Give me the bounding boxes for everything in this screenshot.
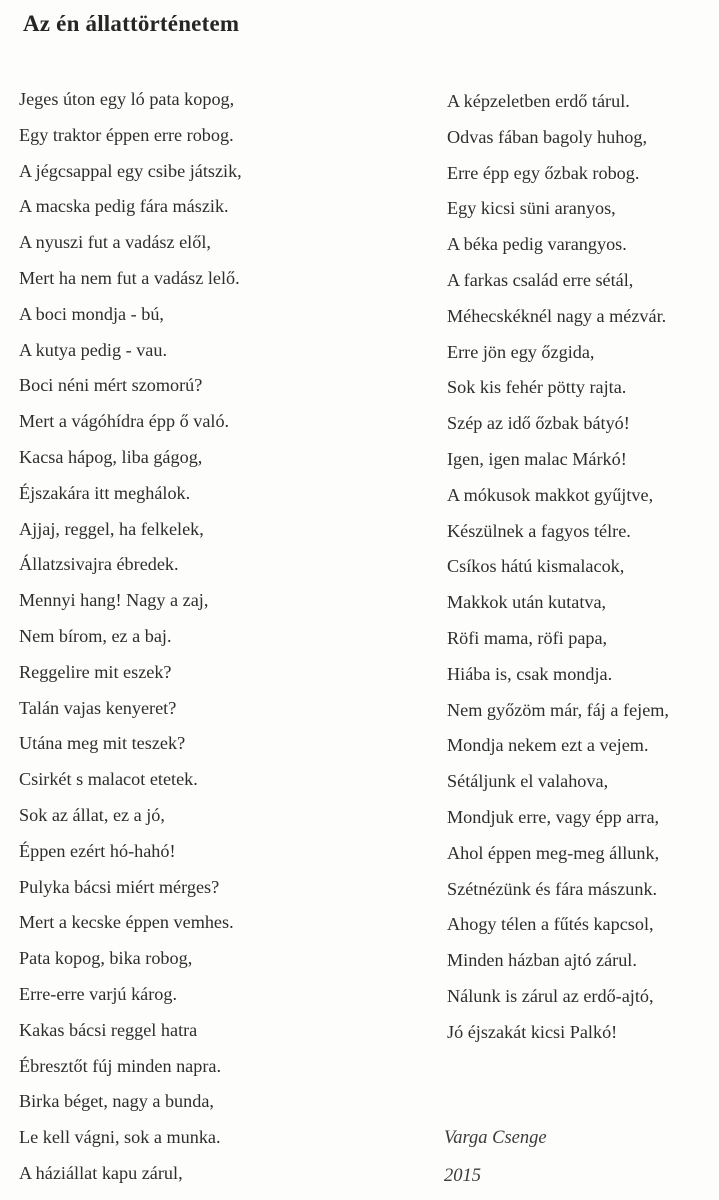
poem-line: A farkas család erre sétál, <box>447 269 634 290</box>
poem-line: A háziállat kapu zárul, <box>19 1162 183 1183</box>
poem-line: A mókusok makkot gyűjtve, <box>447 484 654 505</box>
poem-line: Ahol éppen meg-meg állunk, <box>447 842 660 863</box>
poem-line: Egy kicsi süni aranyos, <box>447 198 616 219</box>
poem-line: Jeges úton egy ló pata kopog, <box>19 89 235 109</box>
poem-line: Nem győzöm már, fáj a fejem, <box>447 699 669 720</box>
poem-line: Állatzsivajra ébredek. <box>19 554 179 575</box>
poem-line: Egy traktor éppen erre robog. <box>19 124 234 145</box>
poem-line: Reggelire mit eszek? <box>19 661 172 682</box>
poem-line: A béka pedig varangyos. <box>447 234 627 255</box>
poem-line: Éjszakára itt meghálok. <box>19 482 191 503</box>
poem-line: A jégcsappal egy csibe játszik, <box>19 160 242 181</box>
poem-line: Sétáljunk el valahova, <box>447 771 609 792</box>
poem-line: A boci mondja - bú, <box>19 303 164 324</box>
poem-line: Sok kis fehér pötty rajta. <box>447 377 627 398</box>
poem-line: Szép az idő őzbak bátyó! <box>447 413 630 434</box>
signature-year: 2015 <box>444 1166 481 1186</box>
poem-line: Hiába is, csak mondja. <box>447 663 613 684</box>
poem-line: A kutya pedig - vau. <box>19 339 167 360</box>
poem-line: Birka béget, nagy a bunda, <box>19 1091 214 1112</box>
poem-line: Kacsa hápog, liba gágog, <box>19 446 203 467</box>
poem-line: Méhecskéknél nagy a mézvár. <box>447 305 667 326</box>
poem-line: Ébresztőt fúj minden napra. <box>19 1055 222 1076</box>
poem-line: A nyuszi fut a vadász elől, <box>19 232 211 253</box>
poem-line: Pulyka bácsi miért mérges? <box>19 876 220 897</box>
poem-line: Pata kopog, bika robog, <box>19 948 193 969</box>
poem-line: Mondja nekem ezt a vejem. <box>447 735 649 756</box>
poem-line: Erre épp egy őzbak robog. <box>447 162 640 183</box>
poem-line: Talán vajas kenyeret? <box>19 697 177 718</box>
poem-line: Ajjaj, reggel, ha felkelek, <box>19 518 204 539</box>
poem-line: Minden házban ajtó zárul. <box>447 950 637 971</box>
poem-line: Mert a kecske éppen vemhes. <box>19 912 234 933</box>
poem-line: Csíkos hátú kismalacok, <box>447 556 625 577</box>
poem-line: Sok az állat, ez a jó, <box>19 804 165 825</box>
poem-line: Kakas bácsi reggel hatra <box>19 1019 198 1040</box>
poem-line: Igen, igen malac Márkó! <box>447 448 627 469</box>
poem-line: Mert ha nem fut a vadász lelő. <box>19 267 240 288</box>
poem-line: Jó éjszakát kicsi Palkó! <box>447 1021 618 1042</box>
poem-line: Csirkét s malacot etetek. <box>19 769 198 790</box>
poem-line: Erre-erre varjú károg. <box>19 983 178 1004</box>
poem-line: Röfi mama, röfi papa, <box>447 627 608 648</box>
poem-line: Készülnek a fagyos télre. <box>447 520 631 541</box>
poem-left-column <box>19 84 419 1194</box>
poem-line: Le kell vágni, sok a munka. <box>19 1127 221 1148</box>
poem-line: Mert a vágóhídra épp ő való. <box>19 411 230 432</box>
poem-line: Utána meg mit teszek? <box>19 733 186 754</box>
poem-line: Odvas fában bagoly huhog, <box>447 126 648 147</box>
poem-right-column <box>447 86 719 1053</box>
poem-line: A macska pedig fára mászik. <box>19 196 229 217</box>
author-signature: Varga Csenge <box>444 1128 547 1148</box>
poem-line: Makkok után kutatva, <box>447 592 607 613</box>
poem-line: Szétnézünk és fára mászunk. <box>447 878 658 899</box>
poem-line: Boci néni mért szomorú? <box>19 375 203 396</box>
poem-line: Erre jön egy őzgida, <box>447 341 595 362</box>
poem-line: Mennyi hang! Nagy a zaj, <box>19 590 209 611</box>
poem-title: Az én állattörténetem <box>23 11 240 36</box>
poem-line: A képzeletben erdő tárul. <box>447 91 630 111</box>
poem-line: Éppen ezért hó-hahó! <box>19 840 176 861</box>
poem-line: Ahogy télen a fűtés kapcsol, <box>447 914 654 935</box>
poem-line: Nem bírom, ez a baj. <box>19 625 172 646</box>
poem-line: Mondjuk erre, vagy épp arra, <box>447 806 660 827</box>
poem-line: Nálunk is zárul az erdő-ajtó, <box>447 985 654 1006</box>
